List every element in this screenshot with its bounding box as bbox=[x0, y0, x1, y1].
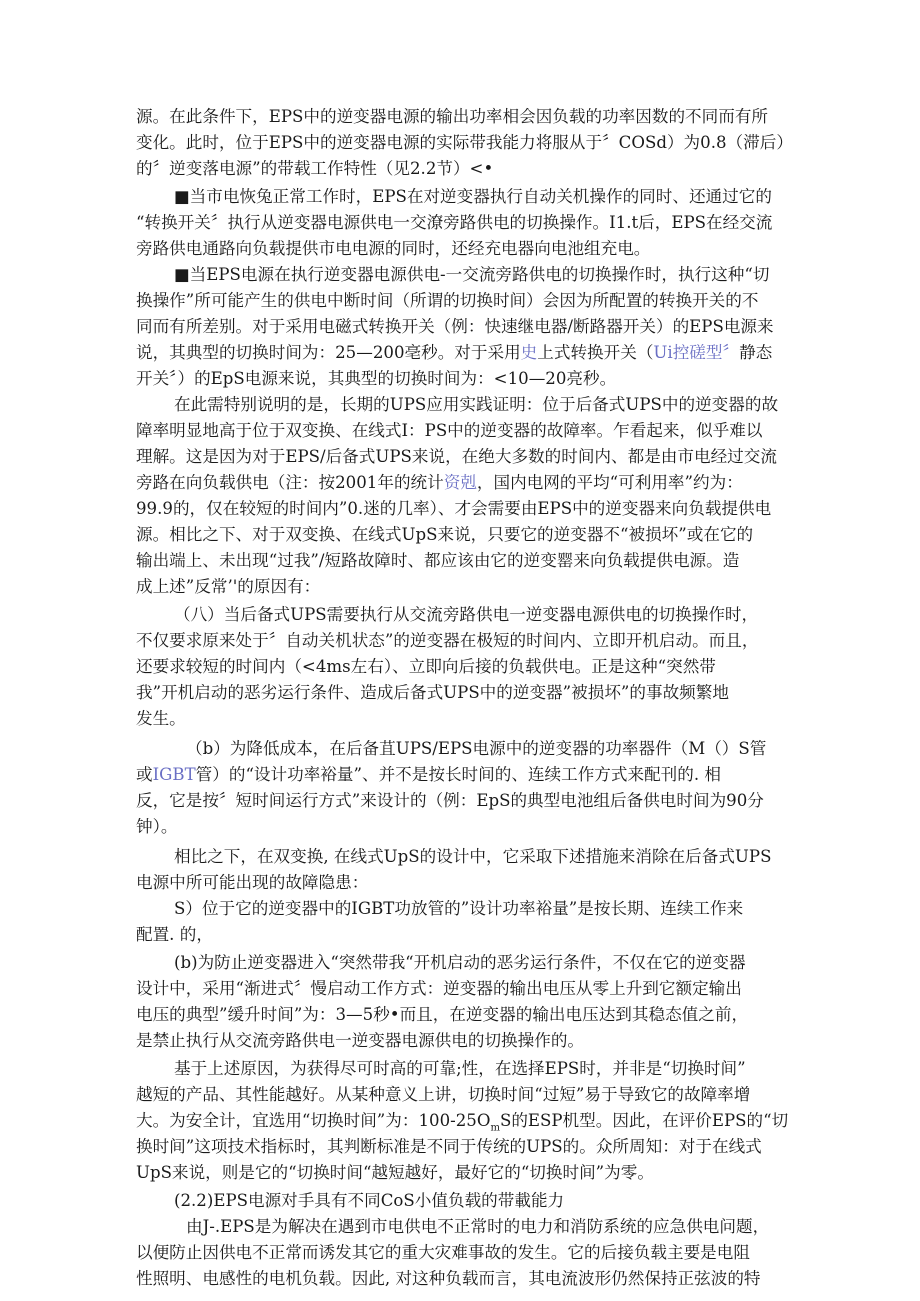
text-line: 障率明显地高于位于双变换、在线式I：PS中的逆变器的故障率。乍看起来，似乎难以 bbox=[136, 421, 763, 440]
text-segment: ，国内电网的平均“可利用率”约为： bbox=[476, 473, 743, 492]
text-line: 电源中所可能出现的故障隐患： bbox=[136, 873, 369, 892]
text-line: 在此需特别说明的是，长期的UPS应用实践证明：位于后备式UPS中的逆变器的故 bbox=[174, 395, 779, 414]
text-line bbox=[136, 1108, 788, 1134]
text-line: 电压的典型”缓升时间”为：3—5秒•而且，在逆变器的输出电压达到其稳态值之前， bbox=[136, 1005, 749, 1024]
text-line bbox=[136, 762, 721, 788]
text-line: 钟）。 bbox=[136, 817, 178, 836]
text-line bbox=[136, 340, 772, 366]
text-segment: 旁路在向负载供电（注：按2001年的统计 bbox=[136, 473, 444, 492]
text-line: ■当市电恢兔正常工作时，EPS在对逆变器执行自动关机操作的同时、还通过它的 bbox=[174, 187, 772, 206]
text-segment: 或 bbox=[136, 765, 153, 784]
text-line: 反，它是按〞短时间运行方式”来设计的（例：EpS的典型电池组后备供电时间为90分 bbox=[136, 791, 764, 810]
highlighted-text: Ui控磋型〞 bbox=[653, 343, 740, 362]
text-line: 的〞逆变落电源”的带载工作特性（见2.2节）<• bbox=[136, 159, 494, 178]
text-line: (b)为防止逆变器进入“突然带我“开机启动的恶劣运行条件，不仅在它的逆变器 bbox=[174, 953, 746, 972]
text-line: （b）为降低成本，在后备苴UPS/EPS电源中的逆变器的功率器件（M（）S管 bbox=[186, 739, 767, 758]
text-line: 我”开机启动的恶劣运行条件、造成后备式UPS中的逆变器”被损坏”的事故频繁地 bbox=[136, 683, 729, 702]
text-line: 由J-.EPS是为解决在遇到市电供电不正常时的电力和消防系统的应急供电问题， bbox=[186, 1217, 770, 1236]
text-segment: 上式转换开关（ bbox=[537, 343, 654, 362]
text-segment: 静态 bbox=[739, 343, 773, 362]
text-line: 性照明、电感性的电机负载。因此, 对这种负载而言，其电流波形仍然保持正弦波的特 bbox=[136, 1269, 761, 1288]
text-line: 99.9的，仅在较短的时间内”0.迷的几率）、才会需要由EPS中的逆变器来向负载提供电 bbox=[136, 499, 772, 518]
text-line: 是禁止执行从交流旁路供电一逆变器电源供电的切换操作的。 bbox=[136, 1031, 585, 1050]
text-line: 还要求较短的时间内（<4ms左右）、立即向后接的负载供电。正是这种“突然带 bbox=[136, 657, 716, 676]
highlighted-text: 资剋 bbox=[443, 473, 477, 492]
text-line: 旁路供电通路向负载提供市电电源的同时，还经充电器向电池组充电。 bbox=[136, 239, 651, 258]
text-line: “转换开关〞执行从逆变器电源供电一交潦旁路供电的切换操作。I1.t后，EPS在经交流 bbox=[136, 213, 773, 232]
subscript: m bbox=[490, 1122, 500, 1134]
text-line: 不仅要求原来处于〞自动关机状态”的逆变器在极短的时间内、立即开机启动。而且， bbox=[136, 631, 759, 650]
text-line: 设计中，采用“渐进式〞慢启动工作方式：逆变器的输出电压从零上升到它额定输出 bbox=[136, 979, 742, 998]
text-line: ■当EPS电源在执行逆变器电源供电-一交流旁路供电的切换操作时，执行这种“切 bbox=[174, 265, 770, 284]
text-line: 换操作”所可能产生的供电中断时间（所谓的切换时间）会因为所配置的转换开关的不 bbox=[136, 291, 759, 310]
text-line: 以便防止因供电不正常而诱发其它的重大灾难事故的发生。它的后接负载主要是电阻 bbox=[136, 1243, 750, 1262]
text-line: 源。在此条件下，EPS中的逆变器电源的输出功率相会因负载的功率因数的不同而有所 bbox=[136, 107, 769, 126]
text-line: 源。相比之下、对于双变换、在线式UpS来说，只要它的逆变器不“被损坏”或在它的 bbox=[136, 525, 754, 544]
text-line: UpS来说，则是它的“切换时间“越短越好，最好它的“切换时间”为零。 bbox=[136, 1163, 654, 1182]
text-line: （八）当后备式UPS需要执行从交流旁路供电一逆变器电源供电的切换操作时， bbox=[174, 605, 759, 624]
text-line bbox=[136, 470, 743, 496]
text-line: 同而有所差别。对于采用电磁式转换开关（例：快速继电器/断路器开关）的EPS电源来 bbox=[136, 317, 774, 336]
text-line: 发生。 bbox=[136, 709, 186, 728]
text-segment: 大。为安全计，宜选用“切换时间”为：100-25O bbox=[136, 1111, 491, 1130]
text-segment: S的ESP机型。因此，在评价EPS的“切 bbox=[499, 1111, 789, 1130]
text-segment: 管）的“设计功率裕量”、并不是按长时间的、连续工作方式来配刊的. 相 bbox=[195, 765, 721, 784]
text-line: 越短的产品、其性能越好。从某种意义上讲，切换时间“过短”易于导致它的故障率增 bbox=[136, 1085, 751, 1104]
text-line: 变化。此时，位于EPS中的逆变器电源的实际带我能力将服从于〞COSd）为0.8（滞后） bbox=[136, 133, 793, 152]
text-line: S）位于它的逆变器中的IGBT功放管的”设计功率裕量”是按长期、连续工作来 bbox=[174, 899, 744, 918]
section-heading: (2.2)EPS电源对手具有不同CoS小值负载的带載能力 bbox=[174, 1191, 565, 1210]
text-segment: 说，其典型的切换时间为：25—200亳秒。对于采用 bbox=[136, 343, 521, 362]
text-line: 基于上述原因，为获得尽可时高的可靠;性，在选择EPS时，并非是“切换时间” bbox=[174, 1059, 746, 1078]
text-line: 开关〞）的EpS电源来说，其典型的切换时间为：<10—20亮秒。 bbox=[136, 369, 617, 388]
highlighted-text: 史 bbox=[520, 343, 538, 362]
text-line: 成上述”反常’'的原因有： bbox=[136, 577, 321, 596]
text-line: 输出端上、未出现“过我”/短路故障时、都应该由它的逆变罂来向负载提供电源。造 bbox=[136, 551, 740, 570]
text-line: 理解。这是因为对于EPS/后备式UPS来说，在绝大多数的时间内、都是由市电经过交流 bbox=[136, 447, 777, 466]
text-line: 相比之下，在双变换, 在线式UpS的设计中，它采取下述措施来消除在后备式UPS bbox=[174, 847, 772, 866]
text-line: 配置. 的， bbox=[136, 925, 213, 944]
highlighted-text: IGBT bbox=[152, 765, 196, 784]
text-line: 换时间”这项技术指标时，其判断标准是不同于传统的UPS的。众所周知：对于在线式 bbox=[136, 1137, 762, 1156]
